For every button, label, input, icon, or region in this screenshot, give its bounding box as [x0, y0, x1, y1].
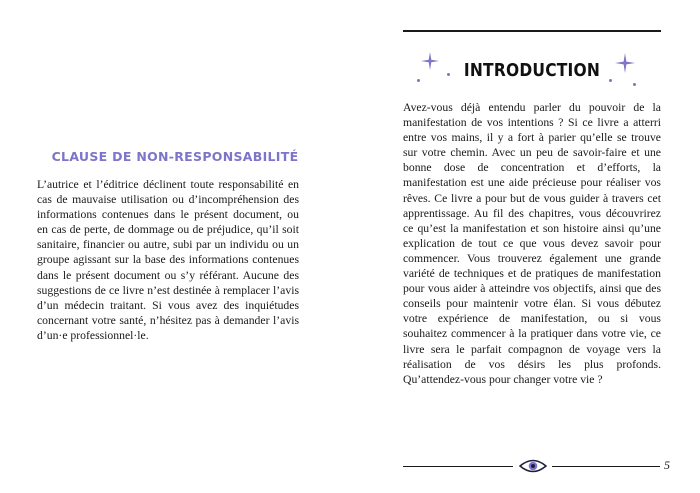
header-rule — [403, 30, 661, 32]
star-dot-icon — [633, 83, 636, 86]
footer-rule-left — [403, 466, 513, 467]
page-number: 5 — [664, 458, 670, 472]
disclaimer-title: CLAUSE DE NON-RESPONSABILITÉ — [51, 149, 299, 164]
disclaimer-text: L’autrice et l’éditrice déclinent toute responsabilité en cas de mauvaise utilisation ou d’incompréhension des informations contenues dans le présent document, ou en cas de perte, de dommage ou de préjudice, qu’il soit sanitaire, financier ou autre, subi par un individu ou un groupe agissant sur la base des informations contenues dans le présent document ou s’y référant. Aucune des suggestions de ce livre n’est destinée à remplacer l’avis d’un médecin traitant. Si vous avez des inquiétudes concernant votre santé, n’hésitez pas à demander l’avis d’un·e professionnel·le. — [37, 178, 299, 342]
introduction-text: Avez-vous déjà entendu parler du pouvoir de la manifestation de vos intentions ? Si ce livre a atterri entre vos mains, il y a fort à parier qu’elle se trouve sur votre chemin. Avec un peu de savoir-faire et une bonne dose de concentration et d’efforts, la manifestation est une aide précieuse pour réaliser vos rêves. Ce livre a pour but de vous guider à travers cet apprentissage. Au fil des chapitres, vous découvrirez ce qu’est la manifestation et son histoire ainsi qu’une explication de tout ce que vous devez savoir pour commencer. Vous trouverez également une grande variété de techniques et de pratiques de manifestation pour vous aider à atteindre vos objectifs, ainsi que des conseils pour maintenir votre élan. Si vous débutez votre expérience de manifestation, ou si vous souhaitez commencer à la pratiquer dans votre vie, ce livre sera le parfait compagnon de voyage vers la réalisation de vos désirs les plus profonds. Qu’attendez-vous pour changer votre vie ? — [403, 101, 661, 386]
footer-rule-right — [552, 466, 660, 467]
eye-icon — [519, 458, 547, 474]
introduction-title: INTRODUCTION — [463, 59, 601, 81]
page-right — [350, 0, 700, 493]
